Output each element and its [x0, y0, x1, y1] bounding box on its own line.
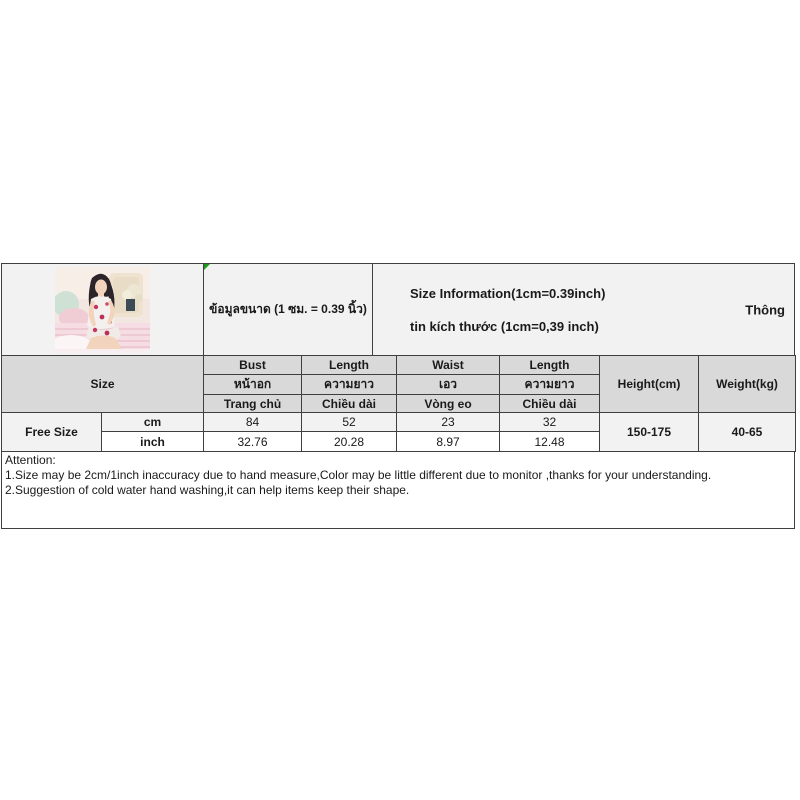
size-info-cell: [373, 264, 794, 355]
attention-line-1: 1.Size may be 2cm/1inch inaccuracy due to hand measure,Color may be little different due to monitor ,thanks for your understanding.: [5, 468, 712, 482]
column-header-weight: Weight(kg): [699, 356, 796, 413]
value-bust-cm: 84: [204, 413, 302, 432]
size-table: [1, 355, 796, 452]
column-header-length-vi: Chiều dài: [302, 395, 397, 413]
value-weight-range: 40-65: [699, 413, 796, 452]
size-info-thai-label: ข้อมูลขนาด (1 ซม. = 0.39 นิ้ว): [204, 264, 373, 355]
column-header-length2-en: Length: [500, 356, 600, 375]
column-header-bust-vi: Trang chủ: [204, 395, 302, 413]
column-header-waist-en: Waist: [397, 356, 500, 375]
attention-title: Attention:: [5, 453, 56, 467]
column-header-length2-vi: Chiều dài: [500, 395, 600, 413]
column-header-length2-th: ความยาว: [500, 375, 600, 395]
column-header-waist-vi: Vòng eo: [397, 395, 500, 413]
column-header-height: Height(cm): [600, 356, 699, 413]
value-height-range: 150-175: [600, 413, 699, 452]
column-header-length-en: Length: [302, 356, 397, 375]
column-header-length-th: ความยาว: [302, 375, 397, 395]
spreadsheet-error-indicator-icon: [204, 264, 210, 270]
size-info-vietnamese-word: Thông: [745, 302, 785, 317]
unit-label-inch: inch: [102, 432, 204, 452]
size-chart-sheet: [1, 263, 795, 529]
attention-line-2: 2.Suggestion of cold water hand washing,it can help items keep their shape.: [5, 483, 410, 497]
value-length2-cm: 32: [500, 413, 600, 432]
unit-label-cm: cm: [102, 413, 204, 432]
product-photo: [55, 267, 150, 353]
table-header-row: [1, 263, 795, 356]
size-info-english-label: Size Information(1cm=0.39inch): [410, 285, 606, 301]
value-length-inch: 20.28: [302, 432, 397, 452]
column-header-bust-en: Bust: [204, 356, 302, 375]
product-photo-cell: [2, 264, 204, 355]
size-title: Size: [2, 356, 204, 413]
value-bust-inch: 32.76: [204, 432, 302, 452]
value-waist-cm: 23: [397, 413, 500, 432]
column-header-waist-th: เอว: [397, 375, 500, 395]
attention-box: [1, 451, 795, 529]
size-info-vietnamese-label: tin kích thước (1cm=0,39 inch): [410, 318, 599, 334]
value-waist-inch: 8.97: [397, 432, 500, 452]
column-header-bust-th: หน้าอก: [204, 375, 302, 395]
value-length-cm: 52: [302, 413, 397, 432]
row-label-free-size: Free Size: [2, 413, 102, 452]
value-length2-inch: 12.48: [500, 432, 600, 452]
